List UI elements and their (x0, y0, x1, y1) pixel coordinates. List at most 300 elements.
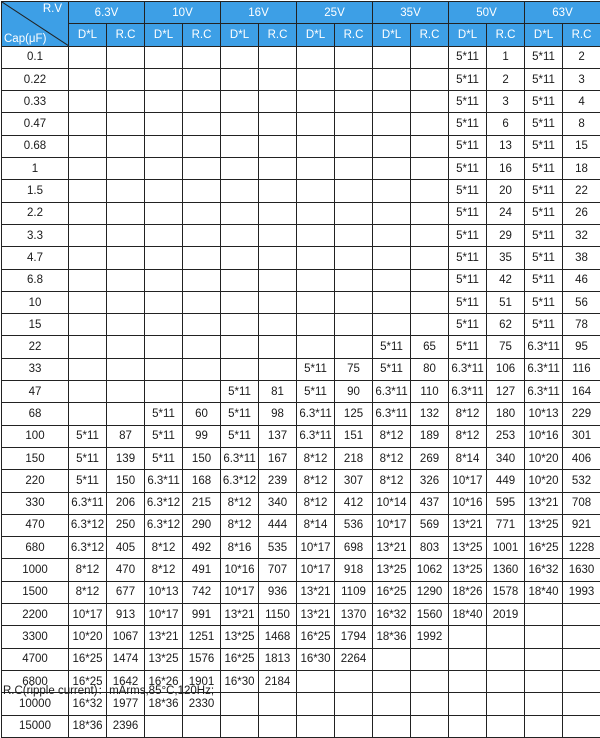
voltage-header: 16V (221, 2, 297, 24)
dimension-cell (69, 46, 107, 68)
ripple-current-cell: 42 (487, 269, 525, 291)
ripple-current-cell: 444 (259, 514, 297, 536)
ripple-current-cell: 921 (563, 514, 600, 536)
dimension-cell (145, 336, 183, 358)
table-row (2, 715, 600, 737)
dimension-cell: 8*12 (221, 492, 259, 514)
dimension-cell (373, 113, 411, 135)
table-row (2, 180, 600, 202)
dimension-cell: 18*36 (69, 715, 107, 737)
ripple-current-cell: 771 (487, 514, 525, 536)
table-row (2, 291, 600, 313)
ripple-current-cell (107, 113, 145, 135)
ripple-current-cell (335, 314, 373, 336)
ripple-current-cell: 595 (487, 492, 525, 514)
dimension-cell (145, 291, 183, 313)
ripple-current-cell (107, 224, 145, 246)
ripple-current-cell (183, 180, 221, 202)
capacitance-cell: 6800 (2, 670, 69, 692)
dimension-cell: 5*11 (449, 135, 487, 157)
dimension-cell (373, 715, 411, 737)
dimension-cell: 5*11 (221, 381, 259, 403)
dimension-cell (525, 604, 563, 626)
ripple-current-cell: 1630 (563, 559, 600, 581)
ripple-current-cell: 46 (563, 269, 600, 291)
ripple-current-cell (563, 693, 600, 715)
voltage-header: 63V (525, 2, 600, 24)
dimension-cell: 6.3*12 (145, 514, 183, 536)
table-row (2, 314, 600, 336)
ripple-current-cell: 60 (183, 403, 221, 425)
dimension-cell: 10*17 (69, 604, 107, 626)
ripple-current-cell: 151 (335, 425, 373, 447)
dimension-cell: 5*11 (69, 425, 107, 447)
dimension-cell: 13*21 (297, 604, 335, 626)
ripple-current-cell (335, 693, 373, 715)
ripple-current-cell (107, 91, 145, 113)
dimension-cell: 6.3*11 (297, 403, 335, 425)
ripple-current-cell (183, 91, 221, 113)
dimension-cell (373, 68, 411, 90)
dimension-cell: 13*25 (525, 514, 563, 536)
ripple-current-cell (183, 269, 221, 291)
dimension-cell: 5*11 (145, 425, 183, 447)
ripple-current-cell: 1977 (107, 693, 145, 715)
table-row (2, 626, 600, 648)
table-row (2, 581, 600, 603)
corner-header-cell (2, 2, 69, 47)
ripple-current-cell (259, 224, 297, 246)
dimension-cell: 5*11 (449, 269, 487, 291)
ripple-current-cell (487, 648, 525, 670)
ripple-current-cell: 340 (487, 447, 525, 469)
voltage-header: 35V (373, 2, 449, 24)
table-row (2, 158, 600, 180)
dimension-cell (297, 336, 335, 358)
capacitance-cell: 2200 (2, 604, 69, 626)
ripple-current-cell: 164 (563, 381, 600, 403)
dimension-cell (69, 68, 107, 90)
dimension-cell: 16*25 (525, 537, 563, 559)
table-row (2, 68, 600, 90)
ripple-current-cell (563, 604, 600, 626)
dimension-cell: 5*11 (69, 470, 107, 492)
dimension-cell: 5*11 (449, 91, 487, 113)
ripple-current-cell (183, 336, 221, 358)
dimension-cell (145, 113, 183, 135)
dimension-cell (69, 91, 107, 113)
ripple-current-cell: 437 (411, 492, 449, 514)
table-row (2, 224, 600, 246)
dimension-cell (69, 224, 107, 246)
dimension-cell (525, 626, 563, 648)
dimension-cell: 13*21 (449, 514, 487, 536)
ripple-current-cell (411, 113, 449, 135)
dimension-cell (221, 269, 259, 291)
dimension-cell: 18*36 (373, 626, 411, 648)
dimension-cell (297, 693, 335, 715)
ripple-current-cell (411, 135, 449, 157)
dimension-cell: 10*17 (297, 559, 335, 581)
dimension-cell: 5*11 (525, 247, 563, 269)
dimension-cell (297, 247, 335, 269)
dimension-cell (297, 46, 335, 68)
dimension-cell: 6.3*11 (525, 381, 563, 403)
ripple-current-cell: 1992 (411, 626, 449, 648)
ripple-current-cell (183, 68, 221, 90)
dimension-cell (221, 693, 259, 715)
dimension-cell (449, 693, 487, 715)
dimension-cell: 5*11 (297, 381, 335, 403)
dimension-cell: 16*25 (221, 648, 259, 670)
capacitance-cell: 47 (2, 381, 69, 403)
dimension-cell: 10*20 (69, 626, 107, 648)
dimension-cell (373, 247, 411, 269)
ripple-current-cell: 98 (259, 403, 297, 425)
ripple-current-cell (107, 291, 145, 313)
dimension-cell: 10*14 (373, 492, 411, 514)
dimension-cell (221, 180, 259, 202)
dimension-cell (525, 693, 563, 715)
ripple-current-cell: 405 (107, 537, 145, 559)
ripple-current-cell: 95 (563, 336, 600, 358)
ripple-current-cell (107, 158, 145, 180)
dimension-cell: 10*17 (449, 470, 487, 492)
ripple-current-cell: 698 (335, 537, 373, 559)
ripple-current-cell: 99 (183, 425, 221, 447)
dimension-cell (69, 403, 107, 425)
dimension-cell (221, 314, 259, 336)
dimension-cell: 8*12 (449, 425, 487, 447)
ripple-current-cell: 340 (259, 492, 297, 514)
voltage-header: 25V (297, 2, 373, 24)
dimension-cell: 5*11 (525, 269, 563, 291)
capacitance-cell: 220 (2, 470, 69, 492)
ripple-current-cell (183, 358, 221, 380)
dimension-cell (449, 715, 487, 737)
ripple-current-cell: 239 (259, 470, 297, 492)
dimension-cell: 13*21 (373, 537, 411, 559)
capacitance-cell: 4700 (2, 648, 69, 670)
ripple-current-cell: 2184 (259, 670, 297, 692)
ripple-current-cell (335, 670, 373, 692)
ripple-current-cell: 532 (563, 470, 600, 492)
ripple-current-cell (335, 135, 373, 157)
dimension-cell: 6.3*12 (145, 492, 183, 514)
capacitance-cell: 0.33 (2, 91, 69, 113)
dimension-cell: 18*26 (449, 581, 487, 603)
table-row (2, 358, 600, 380)
dimension-cell (297, 314, 335, 336)
ripple-current-cell: 75 (487, 336, 525, 358)
dimension-cell: 16*26 (145, 670, 183, 692)
ripple-current-cell (411, 247, 449, 269)
table-row (2, 492, 600, 514)
ripple-current-cell (259, 336, 297, 358)
ripple-current-cell (259, 113, 297, 135)
ripple-current-cell (107, 247, 145, 269)
dimension-cell (297, 113, 335, 135)
rc-subheader: R.C (107, 24, 145, 46)
dimension-cell: 16*32 (525, 559, 563, 581)
dimension-cell: 5*11 (221, 403, 259, 425)
ripple-current-cell: 4 (563, 91, 600, 113)
dimension-cell (145, 314, 183, 336)
rc-subheader: R.C (563, 24, 600, 46)
ripple-current-cell (411, 715, 449, 737)
dimension-cell: 16*25 (69, 670, 107, 692)
dimension-cell: 5*11 (525, 158, 563, 180)
dimension-cell (297, 202, 335, 224)
capacitance-cell: 68 (2, 403, 69, 425)
ripple-current-cell: 708 (563, 492, 600, 514)
dimension-cell: 13*25 (221, 626, 259, 648)
dl-subheader: D*L (297, 24, 335, 46)
ripple-current-cell: 206 (107, 492, 145, 514)
rc-subheader: R.C (335, 24, 373, 46)
dimension-cell: 5*11 (69, 447, 107, 469)
ripple-current-cell (563, 715, 600, 737)
ripple-current-cell: 269 (411, 447, 449, 469)
capacitance-cell: 3300 (2, 626, 69, 648)
rc-subheader: R.C (183, 24, 221, 46)
ripple-current-cell (183, 202, 221, 224)
capacitance-cell: 15 (2, 314, 69, 336)
dimension-cell (297, 670, 335, 692)
ripple-current-cell: 2019 (487, 604, 525, 626)
dimension-cell (221, 715, 259, 737)
dimension-cell (221, 224, 259, 246)
dimension-cell (221, 91, 259, 113)
ripple-current-cell: 918 (335, 559, 373, 581)
ripple-current-cell: 2330 (183, 693, 221, 715)
dimension-cell: 5*11 (525, 135, 563, 157)
table-row (2, 336, 600, 358)
capacitance-cell: 10 (2, 291, 69, 313)
dimension-cell (525, 648, 563, 670)
dimension-cell (373, 91, 411, 113)
ripple-current-cell (259, 314, 297, 336)
table-row (2, 91, 600, 113)
ripple-current-cell (487, 693, 525, 715)
ripple-current-cell: 168 (183, 470, 221, 492)
ripple-current-cell: 38 (563, 247, 600, 269)
ripple-current-cell: 189 (411, 425, 449, 447)
ripple-current-cell (335, 91, 373, 113)
ripple-current-cell (335, 269, 373, 291)
dimension-cell: 5*11 (449, 336, 487, 358)
ripple-current-cell: 536 (335, 514, 373, 536)
dimension-cell (145, 224, 183, 246)
dimension-cell (69, 247, 107, 269)
dl-subheader: D*L (525, 24, 563, 46)
ripple-current-cell: 1370 (335, 604, 373, 626)
ripple-current-cell (183, 113, 221, 135)
dimension-cell (373, 202, 411, 224)
dimension-cell: 8*12 (373, 447, 411, 469)
ripple-current-cell: 87 (107, 425, 145, 447)
dimension-cell: 5*11 (297, 358, 335, 380)
capacitance-cell: 10000 (2, 693, 69, 715)
ripple-current-cell: 803 (411, 537, 449, 559)
dimension-cell (297, 180, 335, 202)
dimension-cell (221, 202, 259, 224)
dl-subheader: D*L (69, 24, 107, 46)
dimension-cell: 13*25 (449, 537, 487, 559)
dimension-cell: 8*14 (449, 447, 487, 469)
ripple-current-cell: 290 (183, 514, 221, 536)
ripple-current-cell (411, 46, 449, 68)
dimension-cell: 8*12 (297, 492, 335, 514)
ripple-current-cell (487, 626, 525, 648)
ripple-current-cell: 150 (183, 447, 221, 469)
ripple-current-cell: 229 (563, 403, 600, 425)
table-row (2, 381, 600, 403)
voltage-header: 10V (145, 2, 221, 24)
dimension-cell (373, 670, 411, 692)
dimension-cell (373, 135, 411, 157)
dimension-cell: 5*11 (145, 447, 183, 469)
capacitance-cell: 4.7 (2, 247, 69, 269)
ripple-current-cell: 1576 (183, 648, 221, 670)
ripple-current-cell: 470 (107, 559, 145, 581)
capacitance-cell: 470 (2, 514, 69, 536)
dimension-cell (221, 113, 259, 135)
dimension-cell (373, 46, 411, 68)
dimension-cell: 8*12 (373, 425, 411, 447)
ripple-current-cell: 1251 (183, 626, 221, 648)
dl-subheader: D*L (145, 24, 183, 46)
ripple-current-cell: 137 (259, 425, 297, 447)
ripple-current-cell: 535 (259, 537, 297, 559)
dimension-cell: 13*21 (221, 604, 259, 626)
dimension-cell: 10*20 (525, 447, 563, 469)
ripple-current-cell: 15 (563, 135, 600, 157)
dl-subheader: D*L (373, 24, 411, 46)
ripple-current-cell: 215 (183, 492, 221, 514)
dimension-cell (449, 648, 487, 670)
dimension-cell: 6.3*11 (525, 358, 563, 380)
dimension-cell (221, 291, 259, 313)
dimension-cell: 8*12 (449, 403, 487, 425)
ripple-current-cell (107, 381, 145, 403)
dimension-cell (145, 381, 183, 403)
ripple-current-cell: 3 (563, 68, 600, 90)
dimension-cell: 5*11 (449, 314, 487, 336)
dimension-cell (221, 336, 259, 358)
dimension-cell (297, 158, 335, 180)
ripple-current-cell: 326 (411, 470, 449, 492)
dimension-cell (69, 113, 107, 135)
ripple-current-cell: 1993 (563, 581, 600, 603)
ripple-current-cell (335, 158, 373, 180)
dimension-cell (297, 269, 335, 291)
ripple-current-cell: 569 (411, 514, 449, 536)
ripple-current-cell (183, 381, 221, 403)
dimension-cell: 16*32 (373, 604, 411, 626)
ripple-current-cell: 307 (335, 470, 373, 492)
dimension-cell: 5*11 (449, 247, 487, 269)
dimension-cell: 5*11 (449, 224, 487, 246)
ripple-current-cell (335, 180, 373, 202)
ripple-current-cell (411, 693, 449, 715)
dimension-cell (297, 68, 335, 90)
ripple-current-cell: 1062 (411, 559, 449, 581)
dimension-cell (525, 715, 563, 737)
dimension-cell (69, 291, 107, 313)
ripple-current-cell (411, 158, 449, 180)
ripple-current-cell (107, 135, 145, 157)
ripple-current-cell: 16 (487, 158, 525, 180)
dimension-cell: 5*11 (449, 180, 487, 202)
dimension-cell: 16*25 (69, 648, 107, 670)
ripple-current-cell (335, 202, 373, 224)
dimension-cell (145, 358, 183, 380)
dimension-cell (145, 158, 183, 180)
dimension-cell: 5*11 (525, 314, 563, 336)
dimension-cell: 5*11 (525, 68, 563, 90)
ripple-current-cell: 2 (563, 46, 600, 68)
capacitance-cell: 0.22 (2, 68, 69, 90)
dimension-cell: 10*17 (221, 581, 259, 603)
ripple-current-cell (107, 68, 145, 90)
dimension-cell: 16*25 (297, 626, 335, 648)
ripple-current-cell (335, 224, 373, 246)
capacitance-cell: 3.3 (2, 224, 69, 246)
ripple-current-cell: 412 (335, 492, 373, 514)
dimension-cell (221, 135, 259, 157)
ripple-current-cell (411, 648, 449, 670)
dimension-cell: 16*30 (297, 648, 335, 670)
dimension-cell: 10*13 (525, 403, 563, 425)
dimension-cell: 8*14 (297, 514, 335, 536)
ripple-current-cell: 167 (259, 447, 297, 469)
table-row (2, 247, 600, 269)
dimension-cell (69, 202, 107, 224)
ripple-current-cell: 51 (487, 291, 525, 313)
table-row (2, 46, 600, 68)
dimension-cell: 10*20 (525, 470, 563, 492)
dimension-cell: 10*17 (145, 604, 183, 626)
dimension-cell (297, 224, 335, 246)
dimension-cell: 5*11 (525, 113, 563, 135)
ripple-current-cell: 81 (259, 381, 297, 403)
dimension-cell: 8*12 (69, 581, 107, 603)
dimension-cell: 5*11 (525, 180, 563, 202)
dimension-cell (373, 291, 411, 313)
dimension-cell: 8*12 (145, 537, 183, 559)
ripple-current-cell (183, 224, 221, 246)
dimension-cell (145, 202, 183, 224)
dimension-cell (373, 693, 411, 715)
ripple-current-cell: 936 (259, 581, 297, 603)
dimension-cell: 10*16 (525, 425, 563, 447)
dimension-cell (297, 291, 335, 313)
dimension-cell: 8*12 (297, 470, 335, 492)
dimension-cell (145, 68, 183, 90)
capacitance-cell: 150 (2, 447, 69, 469)
dimension-cell: 10*17 (373, 514, 411, 536)
dimension-cell: 18*36 (145, 693, 183, 715)
ripple-current-cell: 1468 (259, 626, 297, 648)
ripple-current-cell (183, 715, 221, 737)
rc-subheader: R.C (411, 24, 449, 46)
ripple-current-cell (411, 91, 449, 113)
ripple-current-note: R.C(ripple current)：mArms,85°C,120Hz; (3, 682, 214, 698)
ripple-current-cell: 62 (487, 314, 525, 336)
ripple-current-cell: 707 (259, 559, 297, 581)
dimension-cell: 18*40 (525, 581, 563, 603)
